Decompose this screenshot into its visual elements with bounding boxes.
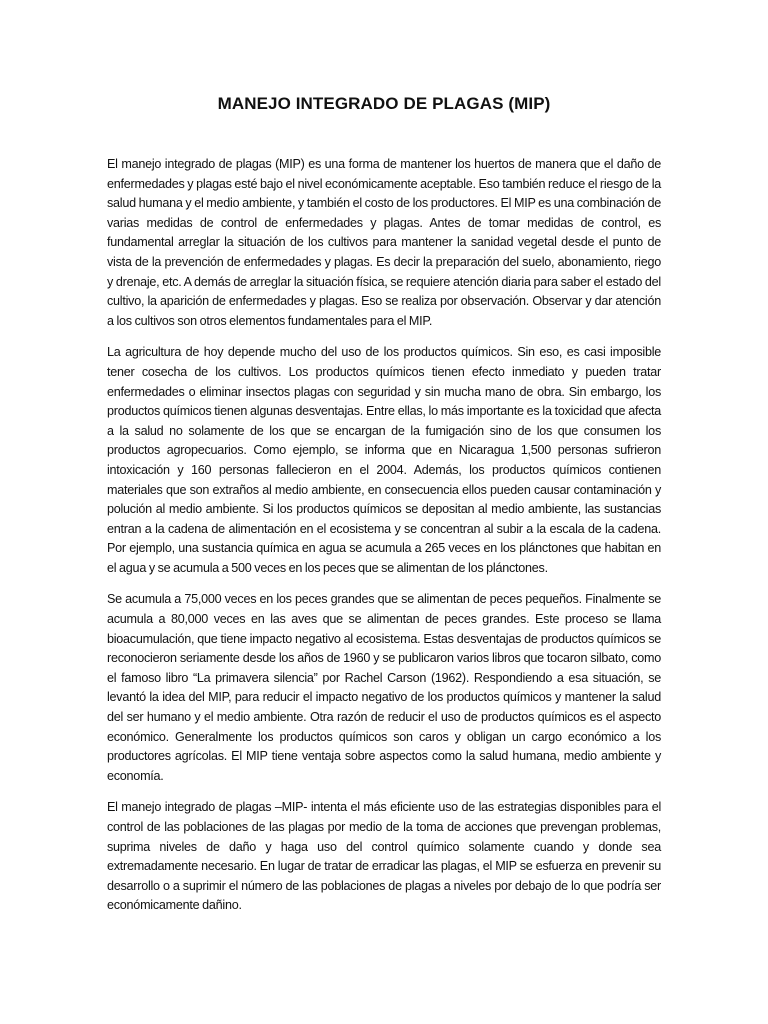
paragraph-intro: El manejo integrado de plagas (MIP) es una forma de mantener los huertos de manera que el daño de enfermedades y plagas esté bajo el nivel económicamente aceptable. Eso también reduce el riesgo de la salud humana y el medio ambiente, y también el costo de los productores. El MIP es una combinación de varias medidas de control de enfermedades y plagas. Antes de tomar medidas de control, es fundamental arreglar la situación de los cultivos para mantener la sanidad vegetal desde el punto de vista de la prevención de enfermedades y plagas. Es decir la preparación del suelo, abonamiento, riego y drenaje, etc. A demás de arreglar la situación física, se requiere atención diaria para saber el estado del cultivo, la aparición de enfermedades y plagas. Eso se realiza por observación. Observar y dar atención a los cultivos son otros elementos fundamentales para el MIP. [107, 157, 661, 328]
paragraph-bioaccumulation: Se acumula a 75,000 veces en los peces grandes que se alimentan de peces pequeños. Finalmente se acumula a 80,000 veces en las aves que se alimentan de peces grandes. Este proceso se llama bioacumulación, que tiene impacto negativo al ecosistema. Estas desventajas de productos químicos se reconocieron seriamente desde los años de 1960 y se publicaron varios libros que tocaron silbato, como el famoso libro “La primavera silencia” por Rachel Carson (1962). Respondiendo a esa situación, se levantó la idea del MIP, para reducir el impacto negativo de los productos químicos y mantener la salud del ser humano y el medio ambiente. Otra razón de reducir el uso de productos químicos es el aspecto económico. Generalmente los productos químicos son caros y obligan un cargo económico a los productores agrícolas. El MIP tiene ventaja sobre aspectos como la salud humana, medio ambiente y economía. [107, 592, 661, 783]
document-title: MANEJO INTEGRADO DE PLAGAS (MIP) [217, 94, 551, 113]
paragraph-chemicals: La agricultura de hoy depende mucho del uso de los productos químicos. Sin eso, es casi imposible tener cosecha de los cultivos. Los productos químicos tienen efecto inmediato y pueden tratar enfermedades o eliminar insectos plagas con seguridad y sin mucha mano de obra. Sin embargo, los productos químicos tienen algunas desventajas. Entre ellas, lo más importante es la toxicidad que afecta a la salud no solamente de los que se encargan de la fumigación sino de los que consumen los productos agropecuarios. Como ejemplo, se informa que en Nicaragua 1,500 personas sufrieron intoxicación y 160 personas fallecieron en el 2004. Además, los productos químicos contienen materiales que son extraños al medio ambiente, en consecuencia ellos pueden causar contaminación y polución al medio ambiente. Si los productos químicos se depositan al medio ambiente, las sustancias entran a la cadena de alimentación en el ecosistema y se concentran al subir a la escala de la cadena. Por ejemplo, una sustancia química en agua se acumula a 265 veces en los plánctones que habitan en el agua y se acumula a 500 veces en los peces que se alimentan de los plánctones. [107, 345, 661, 575]
paragraph-mip-definition: El manejo integrado de plagas –MIP- intenta el más eficiente uso de las estrategias disponibles para el control de las poblaciones de las plagas por medio de la toma de acciones que prevengan problemas, suprima niveles de daño y haga uso del control químico solamente cuando y donde sea extremadamente necesario. En lugar de tratar de erradicar las plagas, el MIP se esfuerza en prevenir su desarrollo o a suprimir el número de las poblaciones de plagas a niveles por debajo de lo que podría ser económicamente dañino. [107, 800, 661, 913]
